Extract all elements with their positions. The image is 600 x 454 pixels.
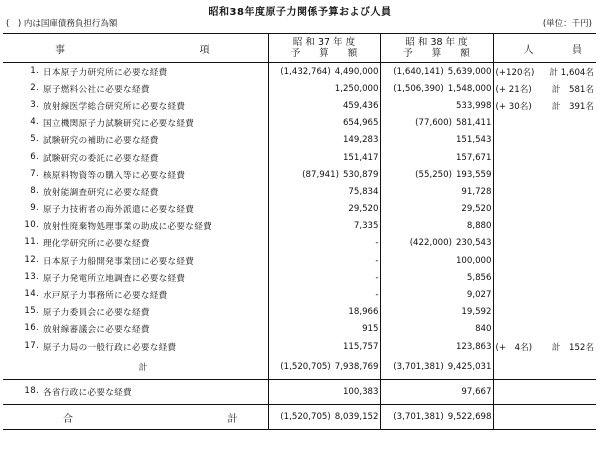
budget-table	[3, 33, 596, 430]
fy38-obligation: (422,000)	[409, 238, 452, 249]
item-number: 15.	[24, 306, 39, 317]
item-cell	[3, 286, 268, 303]
staff-cell	[493, 235, 596, 252]
item-name: 試験研究の委託に必要な経費	[43, 153, 159, 164]
fy37-amount: 151,417	[342, 152, 379, 163]
fy38-cell	[380, 338, 493, 355]
fy37-amount: -	[375, 290, 379, 301]
fy38-obligation: (3,701,381)	[393, 362, 444, 373]
item-name: 日本原子力研究所に必要な経費	[43, 67, 168, 78]
item-number: 18.	[24, 386, 39, 397]
item-name: 原子力技術者の海外派遣に必要な経費	[43, 205, 195, 216]
staff-cell	[493, 304, 596, 321]
item-name: 放射性廃棄物処理事業の助成に必要な経費	[43, 222, 212, 233]
item-cell	[3, 405, 268, 430]
item-cell	[3, 380, 268, 405]
fy38-cell	[380, 252, 493, 269]
fy38-cell	[380, 80, 493, 97]
fy37-cell	[268, 405, 380, 430]
fy37-obligation: (87,941)	[302, 169, 339, 180]
fy38-amount: 5,856	[466, 272, 492, 283]
item-cell	[3, 321, 268, 338]
item-cell	[3, 355, 268, 380]
fy38-obligation: (3,701,381)	[393, 412, 444, 423]
table-row	[3, 380, 596, 405]
fy37-amount: 4,490,000	[334, 66, 379, 77]
fy38-amount: 97,667	[461, 387, 492, 398]
item-number: 10.	[24, 220, 39, 231]
fy37-cell	[268, 132, 380, 149]
item-name: 核原料物資等の購入等に必要な経費	[43, 170, 186, 181]
fy37-amount: 530,879	[342, 169, 379, 180]
fy38-amount: 100,000	[455, 255, 492, 266]
fy38-amount: 19,592	[461, 307, 492, 318]
table-row	[3, 166, 596, 183]
item-cell	[3, 132, 268, 149]
item-number: 16.	[24, 323, 39, 334]
staff-cell	[493, 149, 596, 166]
fy38-cell	[380, 405, 493, 430]
item-number: 6.	[30, 151, 39, 162]
staff-cell	[493, 338, 596, 355]
fy38-obligation: (55,250)	[415, 169, 452, 180]
table-row	[3, 201, 596, 218]
fy38-amount: 193,559	[455, 169, 492, 180]
fy38-cell	[380, 115, 493, 132]
staff-cell	[493, 380, 596, 405]
fy38-obligation: (1,640,141)	[393, 66, 444, 77]
fy37-cell	[268, 252, 380, 269]
item-name: 放射線医学総合研究所に必要な経費	[43, 101, 186, 112]
fy38-cell	[380, 321, 493, 338]
item-number: 14.	[24, 289, 39, 300]
total-row	[3, 405, 596, 430]
fy38-cell	[380, 235, 493, 252]
item-cell	[3, 97, 268, 114]
staff-cell	[493, 201, 596, 218]
item-cell	[3, 80, 268, 97]
fy38-amount: 91,728	[461, 186, 492, 197]
item-cell	[3, 166, 268, 183]
item-name: 水戸原子力事務所に必要な経費	[43, 291, 168, 302]
header-item: 事 項	[3, 34, 268, 63]
fy38-cell	[380, 355, 493, 380]
item-number: 7.	[30, 168, 39, 179]
item-name: 各省行政に必要な経費	[43, 388, 132, 399]
item-cell	[3, 149, 268, 166]
fy37-amount: 1,250,000	[334, 83, 379, 94]
fy38-cell	[380, 183, 493, 200]
fy37-cell	[268, 269, 380, 286]
staff-total: 計 581名	[551, 84, 594, 95]
subtotal-row	[3, 355, 596, 380]
page-title: 昭和38年度原子力関係予算および人員	[208, 7, 392, 18]
fy38-amount: 230,543	[455, 238, 492, 249]
staff-cell	[493, 63, 596, 81]
table-row	[3, 218, 596, 235]
table-row	[3, 132, 596, 149]
fy37-amount: 7,938,769	[334, 362, 379, 373]
staff-total: 計 1,604名	[549, 67, 594, 78]
item-name: 原子力委員会に必要な経費	[43, 308, 150, 319]
item-cell	[3, 235, 268, 252]
fy37-cell	[268, 218, 380, 235]
fy37-amount: 18,966	[348, 307, 379, 318]
fy38-amount: 9,027	[466, 290, 492, 301]
header-row	[3, 34, 596, 63]
item-number: 5.	[30, 134, 39, 145]
fy38-cell	[380, 149, 493, 166]
table-row	[3, 235, 596, 252]
staff-cell	[493, 183, 596, 200]
staff-cell	[493, 405, 596, 430]
table-row	[3, 97, 596, 114]
staff-cell	[493, 286, 596, 303]
fy38-cell	[380, 380, 493, 405]
item-name: 国立機関原子力試験研究に必要な経費	[43, 119, 195, 130]
table-row	[3, 269, 596, 286]
staff-cell	[493, 97, 596, 114]
staff-change: (+ 21名)	[495, 84, 532, 95]
fy38-cell	[380, 166, 493, 183]
fy37-amount: 100,383	[342, 387, 379, 398]
fy38-amount: 840	[475, 324, 492, 335]
fy37-cell	[268, 201, 380, 218]
staff-change: (+ 4名)	[495, 342, 533, 353]
table-row	[3, 286, 596, 303]
fy37-amount: 75,834	[348, 186, 379, 197]
fy38-amount: 123,863	[455, 341, 492, 352]
header-fy37: 昭 和 37 年 度 予 算 額	[268, 34, 380, 63]
table-row	[3, 80, 596, 97]
item-number: 1.	[30, 65, 39, 76]
item-number: 12.	[24, 254, 39, 265]
fy38-amount: 5,639,000	[447, 66, 492, 77]
fy37-cell	[268, 235, 380, 252]
total-label-left: 合	[63, 413, 73, 425]
item-cell	[3, 201, 268, 218]
fy37-cell	[268, 166, 380, 183]
fy38-amount: 1,548,000	[447, 83, 492, 94]
fy37-cell	[268, 286, 380, 303]
fy37-amount: -	[375, 255, 379, 266]
item-name: 放射線審議会に必要な経費	[43, 325, 150, 336]
staff-change: (+ 30名)	[495, 101, 532, 112]
fy37-cell	[268, 355, 380, 380]
table-row	[3, 63, 596, 81]
fy38-amount: 9,522,698	[447, 412, 492, 423]
fy38-cell	[380, 218, 493, 235]
staff-cell	[493, 269, 596, 286]
unit-text: (単位：千円)	[542, 19, 592, 29]
item-cell	[3, 218, 268, 235]
fy38-cell	[380, 132, 493, 149]
subtotal-label: 計	[138, 363, 148, 374]
item-number: 9.	[30, 203, 39, 214]
item-cell	[3, 183, 268, 200]
fy38-amount: 8,880	[466, 221, 492, 232]
fy37-amount: 7,335	[353, 221, 379, 232]
fy37-obligation: (1,520,705)	[280, 412, 331, 423]
fy38-amount: 29,520	[461, 204, 492, 215]
table-row	[3, 338, 596, 355]
fy37-cell	[268, 115, 380, 132]
item-cell	[3, 63, 268, 81]
fy37-cell	[268, 338, 380, 355]
item-name: 原子力発電所立地調査に必要な経費	[43, 273, 186, 284]
fy38-cell	[380, 201, 493, 218]
item-cell	[3, 269, 268, 286]
fy37-amount: 115,757	[342, 341, 379, 352]
fy37-cell	[268, 80, 380, 97]
item-cell	[3, 252, 268, 269]
fy37-amount: -	[375, 272, 379, 283]
item-number: 8.	[30, 185, 39, 196]
item-cell	[3, 115, 268, 132]
staff-cell	[493, 80, 596, 97]
item-cell	[3, 338, 268, 355]
item-name: 日本原子力船開発事業団に必要な経費	[43, 256, 195, 267]
header-staff: 人 員	[493, 34, 596, 63]
item-name: 原子力局の一般行政に必要な経費	[43, 342, 177, 353]
table-row	[3, 321, 596, 338]
fy38-cell	[380, 63, 493, 81]
item-number: 13.	[24, 271, 39, 282]
note-text: ( ) 内は国庫債務負担行為額	[6, 19, 118, 29]
item-name: 理化学研究所に必要な経費	[43, 239, 150, 250]
staff-cell	[493, 132, 596, 149]
fy38-amount: 157,671	[455, 152, 492, 163]
fy37-cell	[268, 149, 380, 166]
table-row	[3, 115, 596, 132]
header-fy38: 昭 和 38 年 度 予 算 額	[380, 34, 493, 63]
fy37-amount: 8,039,152	[334, 412, 379, 423]
fy38-cell	[380, 304, 493, 321]
staff-cell	[493, 321, 596, 338]
fy38-obligation: (77,600)	[415, 118, 452, 129]
table-row	[3, 183, 596, 200]
staff-cell	[493, 355, 596, 380]
fy38-amount: 9,425,031	[447, 362, 492, 373]
total-label-right: 計	[227, 413, 238, 425]
staff-total: 計 152名	[551, 342, 594, 353]
item-number: 3.	[30, 99, 39, 110]
fy37-amount: 149,283	[342, 135, 379, 146]
staff-cell	[493, 252, 596, 269]
item-number: 11.	[24, 237, 39, 248]
fy38-cell	[380, 286, 493, 303]
staff-cell	[493, 115, 596, 132]
fy37-obligation: (1,520,705)	[280, 362, 331, 373]
item-name: 試験研究の補助に必要な経費	[43, 136, 159, 147]
fy38-obligation: (1,506,390)	[393, 83, 444, 94]
fy37-cell	[268, 321, 380, 338]
fy37-cell	[268, 63, 380, 81]
item-number: 2.	[30, 82, 39, 93]
fy37-cell	[268, 380, 380, 405]
fy37-cell	[268, 97, 380, 114]
fy37-cell	[268, 304, 380, 321]
staff-cell	[493, 166, 596, 183]
table-row	[3, 304, 596, 321]
fy37-amount: -	[375, 238, 379, 249]
fy37-amount: 459,436	[342, 100, 379, 111]
item-name: 原子燃料公社に必要な経費	[43, 84, 150, 95]
table-row	[3, 252, 596, 269]
fy37-cell	[268, 183, 380, 200]
fy37-amount: 915	[362, 324, 379, 335]
staff-change: (+120名)	[495, 67, 535, 78]
fy37-amount: 654,965	[342, 118, 379, 129]
table-row	[3, 149, 596, 166]
fy38-cell	[380, 97, 493, 114]
item-number: 4.	[30, 117, 39, 128]
fy38-amount: 151,543	[455, 135, 492, 146]
staff-cell	[493, 218, 596, 235]
fy37-amount: 29,520	[348, 204, 379, 215]
item-name: 放射能調査研究に必要な経費	[43, 187, 159, 198]
fy38-amount: 533,998	[455, 100, 492, 111]
fy38-cell	[380, 269, 493, 286]
item-number: 17.	[24, 340, 39, 351]
fy37-obligation: (1,432,764)	[280, 66, 331, 77]
staff-total: 計 391名	[551, 101, 594, 112]
item-cell	[3, 304, 268, 321]
fy38-amount: 581,411	[455, 118, 492, 129]
